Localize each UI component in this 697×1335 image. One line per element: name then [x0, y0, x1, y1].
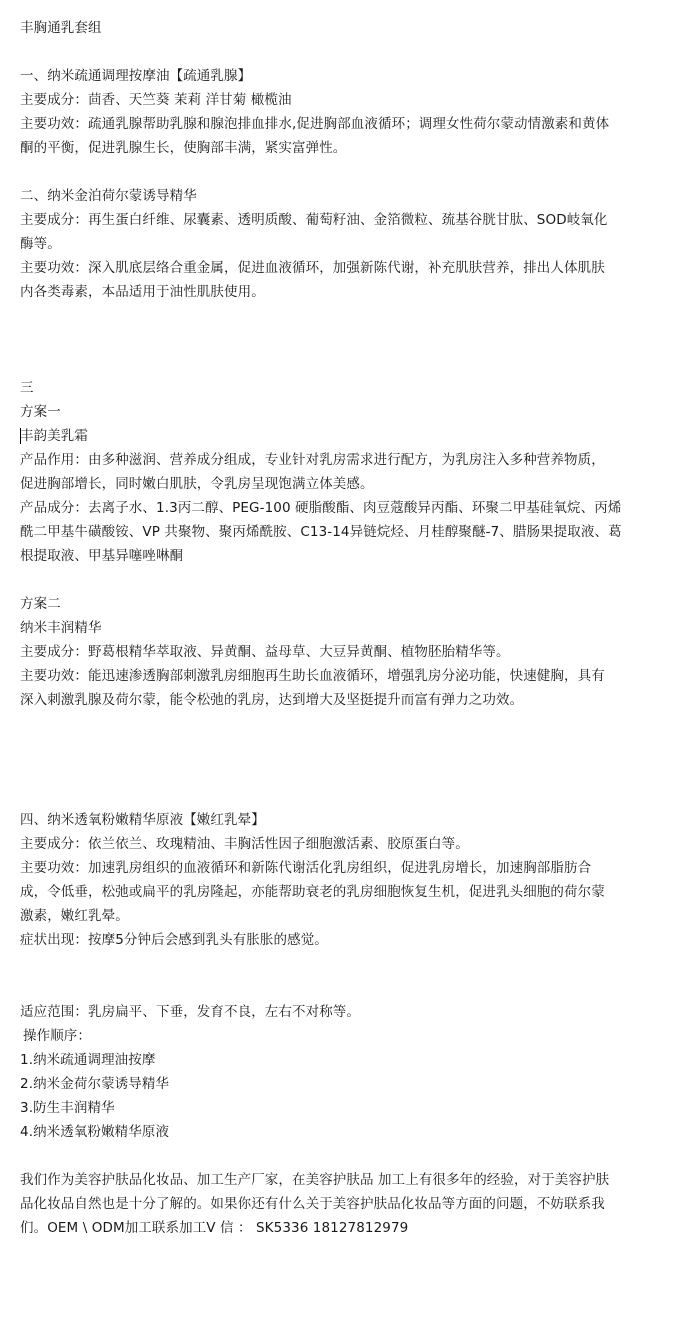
plan1-ingredients-line: 酰二甲基牛磺酸铵、VP 共聚物、聚丙烯酰胺、C13-14异链烷烃、月桂醇聚醚-7、腊肠果提取液、葛 — [20, 524, 622, 540]
plan1-usage-line: 产品作用：由多种滋润、营养成分组成，专业针对乳房需求进行配方，为乳房注入多种营养物质， — [20, 452, 605, 468]
usage-step: 1.纳米疏通调理油按摩 — [20, 1052, 156, 1068]
section4-ingredients: 主要成分：依兰依兰、玫瑰精油、丰胸活性因子细胞激活素、胶原蛋白等。 — [20, 836, 469, 852]
usage-step: 4.纳米透氧粉嫩精华原液 — [20, 1124, 170, 1140]
usage-order-label: 操作顺序： — [23, 1028, 91, 1044]
section2-ingredients-line: 酶等。 — [20, 236, 61, 252]
plan2-effect-line: 深入刺激乳腺及荷尔蒙，能令松弛的乳房，达到增大及坚挺提升而富有弹力之功效。 — [20, 692, 524, 708]
section4-effect-line: 主要功效：加速乳房组织的血液循环和新陈代谢活化乳房组织，促进乳房增长，加速胸部脂肪合 — [20, 860, 592, 876]
plan1-label: 方案一 — [20, 404, 61, 420]
section2-effect-line: 内各类毒素，本品适用于油性肌肤使用。 — [20, 284, 265, 300]
section4-effect-line: 激素，嫩红乳晕。 — [20, 908, 129, 924]
section1-effect-line: 酮的平衡，促进乳腺生长，使胸部丰满，紧实富弹性。 — [20, 140, 347, 156]
contact-line: 品化妆品自然也是十分了解的。如果你还有什么关于美容护肤品化妆品等方面的问题，不妨联系我 — [20, 1196, 605, 1212]
contact-line: 们。OEM \ ODM加工联系加工V 信 ： SK5336 18127812979 — [20, 1220, 409, 1236]
section1-heading: 一、纳米疏通调理按摩油【疏通乳腺】 — [20, 68, 252, 84]
usage-step: 3.防生丰润精华 — [20, 1100, 115, 1116]
plan1-ingredients-line: 根提取液、甲基异噻唑啉酮 — [20, 548, 184, 564]
plan1-product-name: 丰韵美乳霜 — [20, 428, 88, 444]
plan2-product-name: 纳米丰润精华 — [20, 620, 102, 636]
section1-effect-line: 主要功效：疏通乳腺帮助乳腺和腺泡排血排水,促进胸部血液循环；调理女性荷尔蒙动情激素和黄体 — [20, 116, 610, 132]
section2-heading: 二、纳米金泊荷尔蒙诱导精华 — [20, 188, 197, 204]
document-title: 丰胸通乳套组 — [20, 20, 102, 36]
plan2-label: 方案二 — [20, 596, 61, 612]
section2-ingredients-line: 主要成分：再生蛋白纤维、尿囊素、透明质酸、葡萄籽油、金箔微粒、巯基谷胱甘肽、SOD岐氧化 — [20, 212, 608, 228]
section4-symptom: 症状出现：按摩5分钟后会感到乳头有胀胀的感觉。 — [20, 932, 328, 948]
section4-heading: 四、纳米透氧粉嫩精华原液【嫩红乳晕】 — [20, 812, 265, 828]
usage-scope: 适应范围：乳房扁平、下垂，发育不良，左右不对称等。 — [20, 1004, 360, 1020]
plan1-usage-line: 促进胸部增长，同时嫩白肌肤，令乳房呈现饱满立体美感。 — [20, 476, 374, 492]
contact-line: 我们作为美容护肤品化妆品、加工生产厂家，在美容护肤品 加工上有很多年的经验，对于美容护肤 — [20, 1172, 610, 1188]
section2-effect-line: 主要功效：深入肌底层络合重金属，促进血液循环，加强新陈代谢，补充肌肤营养，排出人体肌肤 — [20, 260, 605, 276]
usage-step: 2.纳米金荷尔蒙诱导精华 — [20, 1076, 170, 1092]
plan2-ingredients: 主要成分：野葛根精华萃取液、异黄酮、益母草、大豆异黄酮、植物胚胎精华等。 — [20, 644, 510, 660]
section1-ingredients: 主要成分：茴香、天竺葵 茉莉 洋甘菊 橄榄油 — [20, 92, 292, 108]
section4-effect-line: 成，令低垂，松弛或扁平的乳房隆起，亦能帮助衰老的乳房细胞恢复生机，促进乳头细胞的荷尔蒙 — [20, 884, 605, 900]
plan2-effect-line: 主要功效：能迅速渗透胸部刺激乳房细胞再生助长血液循环，增强乳房分泌功能，快速健胸，具有 — [20, 668, 605, 684]
plan1-ingredients-line: 产品成分：去离子水、1.3丙二醇、PEG-100 硬脂酸酯、肉豆蔻酸异丙酯、环聚二甲基硅氧烷、丙烯 — [20, 500, 622, 516]
section3-heading: 三 — [20, 380, 34, 396]
